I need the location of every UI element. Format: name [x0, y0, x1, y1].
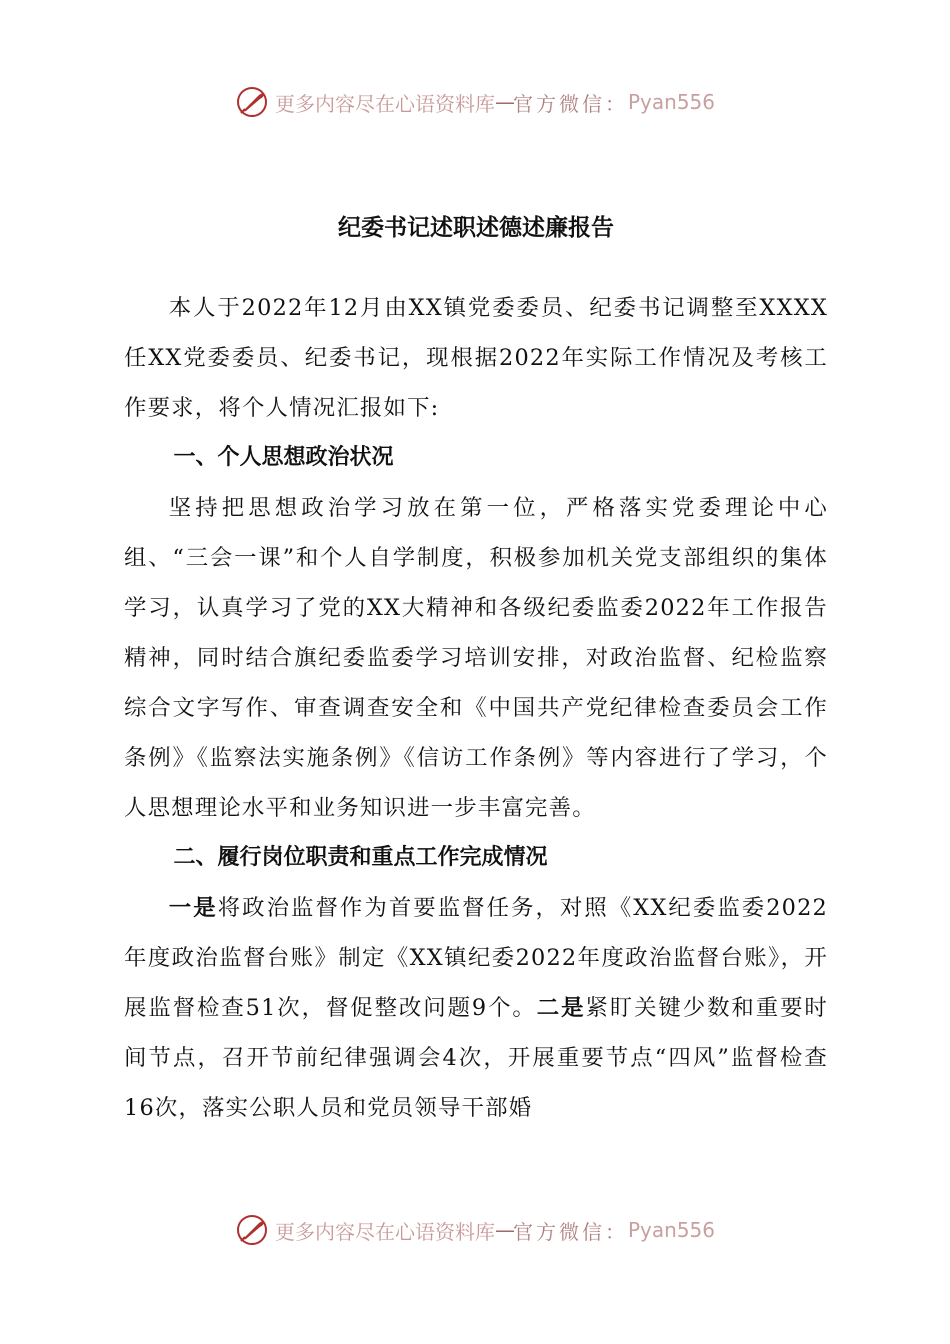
- section1-paragraph: 坚持把思想政治学习放在第一位，严格落实党委理论中心组、“三会一课”和个人自学制度，积极参加机关党支部组织的集体学习，认真学习了党的XX大精神和各级纪委监委2022年工作报告精神，同时结合旗纪委监委学习培训安排，对政治监督、纪检监察综合文字写作、审查调查安全和《中国共产党纪律检查委员会工作条例》《监察法实施条例》《信访工作条例》等内容进行了学习，个人思想理论水平和业务知识进一步丰富完善。: [124, 495, 828, 821]
- quill-logo-icon: [235, 1213, 269, 1247]
- watermark-dash: —: [494, 90, 513, 114]
- watermark-label: 官方微信：: [512, 1219, 628, 1244]
- watermark-dash: —: [494, 1218, 513, 1242]
- section2-paragraph: [124, 883, 828, 1133]
- lead-first: 一是: [168, 895, 218, 921]
- watermark-brand: 更多内容尽在心语资料库: [274, 1219, 495, 1244]
- section2-text-second: 紧盯关键少数和重要时间节点，召开节前纪律强调会4次，开展重要节点“四风”监督检查16次，落实公职人员和党员领导干部婚: [124, 995, 828, 1121]
- section2-heading: 二、履行岗位职责和重点工作完成情况: [173, 845, 548, 870]
- lead-second: 二是: [536, 995, 586, 1021]
- watermark-wechat-id: Pyan556: [627, 90, 715, 114]
- document-title: 纪委书记述职述德述廉报告: [338, 215, 614, 241]
- document-body: [124, 205, 828, 1133]
- header-watermark: [0, 82, 950, 122]
- section1-heading: 一、个人思想政治状况: [173, 445, 394, 470]
- intro-paragraph: 本人于2022年12月由XX镇党委委员、纪委书记调整至XXXX任XX党委委员、纪委书记，现根据2022年实际工作情况及考核工作要求，将个人情况汇报如下:: [124, 295, 828, 421]
- watermark-brand: 更多内容尽在心语资料库: [274, 91, 495, 116]
- watermark-wechat-id: Pyan556: [627, 1218, 715, 1242]
- watermark-label: 官方微信：: [512, 91, 628, 116]
- section2-text-first: 将政治监督作为首要监督任务，对照《XX纪委监委2022年度政治监督台账》制定《XX镇纪委2022年度政治监督台账》，开展监督检查51次，督促整改问题9个。: [124, 895, 829, 1021]
- footer-watermark: [0, 1210, 950, 1250]
- quill-logo-icon: [235, 85, 269, 119]
